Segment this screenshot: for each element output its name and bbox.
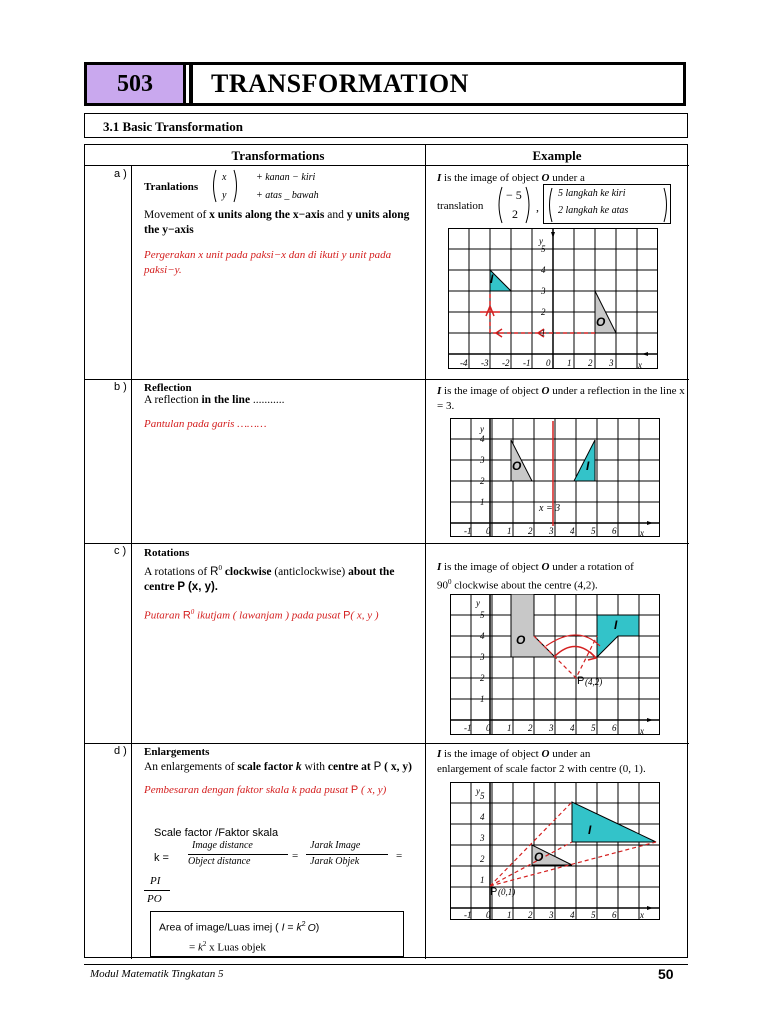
rotation-malay-note: Putaran $R^0$ ikutjam ( lawanjam ) pada pusat P( x, y )	[144, 607, 379, 622]
row-label-c: c )	[114, 545, 127, 557]
svg-text:5: 5	[591, 910, 596, 920]
svg-text:2: 2	[480, 854, 485, 864]
rotation-graph	[450, 594, 662, 740]
note-kanan-kiri: + kanan − kiri	[256, 172, 316, 183]
header-bar	[84, 62, 686, 106]
reflection-graph	[450, 418, 662, 540]
svg-text:I: I	[586, 459, 590, 473]
svg-text:5: 5	[541, 244, 546, 254]
svg-text:3: 3	[480, 455, 485, 465]
svg-text:0: 0	[486, 723, 491, 733]
svg-text:-1: -1	[464, 526, 472, 536]
row-label-d: d )	[114, 745, 127, 757]
svg-text:5: 5	[591, 526, 596, 536]
svg-text:5: 5	[591, 723, 596, 733]
svg-text:x: x	[640, 910, 644, 920]
svg-text:1: 1	[480, 694, 485, 704]
example-vector-top: − 5	[506, 188, 522, 202]
object-O-polygon	[511, 594, 555, 657]
svg-text:0: 0	[486, 526, 491, 536]
svg-text:2: 2	[541, 307, 546, 317]
reflection-title: Reflection	[144, 382, 192, 394]
svg-text:x: x	[640, 726, 644, 736]
svg-text:P: P	[490, 886, 498, 898]
svg-text:5: 5	[480, 610, 485, 620]
translation-definition	[144, 172, 424, 278]
svg-text:4: 4	[480, 434, 485, 444]
svg-text:(4,2): (4,2)	[585, 677, 603, 687]
translation-graph	[448, 228, 660, 372]
rotation-example-text: I is the image of object O under a rotation of $90^0$ clockwise about the centre (4,2).	[437, 561, 634, 592]
svg-text:3: 3	[549, 526, 554, 536]
translation-malay-note: Pergerakan x unit pada paksi−x dan di ikuti y unit pada paksi−y.	[144, 249, 392, 276]
translation-title: Tranlations	[144, 181, 199, 193]
chapter-title: TRANSFORMATION	[189, 65, 683, 103]
note-atas-bawah: + atas _ bawah	[256, 190, 319, 201]
svg-text:-4: -4	[460, 358, 468, 368]
svg-text:4: 4	[570, 910, 575, 920]
svg-text:0: 0	[546, 358, 551, 368]
svg-text:-2: -2	[502, 358, 510, 368]
svg-text:-3: -3	[481, 358, 489, 368]
svg-text:y: y	[480, 424, 484, 434]
column-header-example: Example	[532, 148, 582, 163]
svg-text:y: y	[539, 236, 543, 246]
svg-text:1: 1	[507, 910, 512, 920]
svg-text:2: 2	[480, 476, 485, 486]
vector-y: y	[222, 190, 227, 201]
image-I-polygon	[572, 802, 656, 842]
svg-text:3: 3	[480, 833, 485, 843]
footer-module-title: Modul Matematik Tingkatan 5	[90, 968, 224, 980]
label-O: O	[596, 315, 606, 329]
reflection-malay-note: Pantulan pada garis ………	[144, 418, 267, 430]
svg-text:2: 2	[480, 673, 485, 683]
svg-text:(0,1): (0,1)	[498, 887, 516, 897]
translation-description: Movement of x units along the x−axis and y units along the y−axis	[144, 209, 410, 236]
chapter-code: 503	[87, 65, 186, 103]
svg-text:2: 2	[528, 910, 533, 920]
area-formula-box: Area of image/Luas imej ( $I = k^2$ O) = $k^2$ x Luas objek	[150, 911, 404, 957]
scale-factor-formula: k = Image distance Object distance = Jarak Image Jarak Objek = PI PO	[144, 840, 424, 910]
svg-text:O: O	[512, 459, 522, 473]
svg-text:O: O	[516, 633, 526, 647]
svg-text:1: 1	[567, 358, 572, 368]
line-x-equals-3: x = 3	[539, 503, 561, 514]
vector-x: x	[222, 172, 227, 183]
svg-text:5: 5	[480, 791, 485, 801]
svg-text:1: 1	[480, 497, 485, 507]
row-label-b: b )	[114, 381, 127, 393]
svg-text:2: 2	[528, 526, 533, 536]
svg-text:y: y	[476, 598, 480, 608]
svg-text:3: 3	[541, 286, 546, 296]
svg-text:4: 4	[480, 631, 485, 641]
enlargement-malay-note: Pembesaran dengan faktor skala k pada pusat P ( x, y)	[144, 784, 387, 796]
enlargement-definition: Enlargements An enlargements of scale factor k with centre at P ( x, y) Pembesaran dengan faktor skala k pada pusat P ( x, y)	[144, 745, 420, 798]
reflection-definition: Reflection A reflection in the line ........... Pantulan pada garis ………	[144, 382, 424, 430]
svg-text:4: 4	[570, 526, 575, 536]
svg-text:2: 2	[588, 358, 593, 368]
svg-text:1: 1	[507, 526, 512, 536]
svg-text:6: 6	[612, 526, 617, 536]
svg-text:1: 1	[507, 723, 512, 733]
svg-text:4: 4	[570, 723, 575, 733]
svg-text:1: 1	[480, 875, 485, 885]
svg-text:3: 3	[609, 358, 614, 368]
enlargement-title: Enlargements	[144, 746, 210, 758]
reflection-example-text: I is the image of object O under a reflection in the line x = 3.	[437, 385, 685, 412]
svg-text:6: 6	[612, 910, 617, 920]
svg-text:4: 4	[541, 265, 546, 275]
svg-text:3: 3	[480, 652, 485, 662]
svg-text:O: O	[534, 850, 544, 864]
page-number: 50	[658, 966, 674, 982]
label-P: P	[577, 675, 585, 687]
scale-factor-label: Scale factor /Faktor skala	[154, 827, 279, 839]
svg-text:y: y	[476, 786, 480, 796]
footer-divider	[84, 964, 688, 965]
example-vector-bottom: 2	[512, 207, 518, 221]
svg-text:-1: -1	[523, 358, 531, 368]
svg-text:I: I	[588, 823, 592, 837]
rotation-definition: Rotations A rotations of $R^0$ clockwise (anticlockwise) about the centre P (x, y). Putaran $R^0$ ikutjam ( lawanjam ) pada pusat P( x, y )	[144, 546, 414, 623]
svg-text:3: 3	[549, 723, 554, 733]
svg-text:I: I	[614, 618, 618, 632]
svg-text:4: 4	[480, 812, 485, 822]
svg-text:3: 3	[549, 910, 554, 920]
svg-text:2: 2	[528, 723, 533, 733]
svg-text:x: x	[640, 528, 644, 538]
label-I: I	[490, 272, 494, 286]
enlargement-example-text: I is the image of object O under an enlargement of scale factor 2 with centre (0, 1).	[437, 748, 646, 775]
translation-example-text: I is the image of object O under a	[437, 172, 585, 184]
svg-text:1: 1	[541, 328, 546, 338]
svg-text:0: 0	[486, 910, 491, 920]
column-header-transformations: Transformations	[231, 148, 325, 163]
enlargement-graph	[450, 782, 662, 924]
svg-text:-1: -1	[464, 910, 472, 920]
rotation-title: Rotations	[144, 547, 190, 559]
translation-note-box: 5 langkah ke kiri 2 langkah ke atas	[543, 184, 671, 224]
svg-text:-1: -1	[464, 723, 472, 733]
svg-text:6: 6	[612, 723, 617, 733]
translation-word: translation	[437, 200, 484, 212]
section-title: 3.1 Basic Transformation	[84, 113, 688, 138]
row-label-a: a )	[114, 168, 127, 180]
svg-text:x: x	[638, 360, 642, 370]
